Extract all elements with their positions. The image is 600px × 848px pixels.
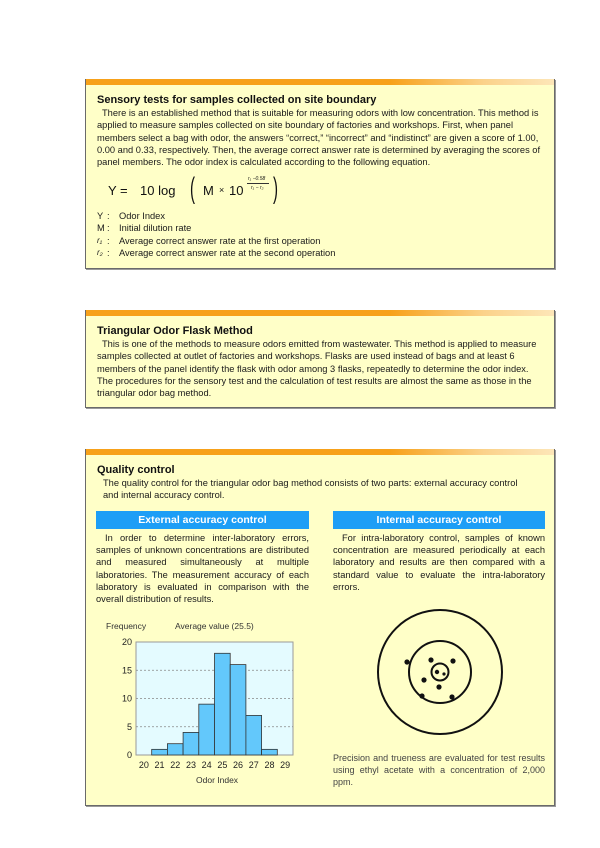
eq-fraction-line [247,183,269,184]
histogram-bar [230,665,246,755]
x-tick-label: 28 [264,760,275,770]
definition-row: r₂ : Average correct answer rate at the second operation [97,247,336,258]
def-meaning: Average correct answer rate at the first operation [119,235,321,246]
histogram-bar [199,704,215,755]
chart-title: Average value (25.5) [175,621,254,631]
y-tick-label: 20 [121,637,132,647]
eq-paren-open: ( [190,172,195,205]
target-caption: Precision and trueness are evaluated for test results using ethyl acetate with a concentration of 2,000 ppm. [333,753,545,787]
section-title: Triangular Odor Flask Method [97,325,253,337]
def-meaning: Average correct answer rate at the second operation [119,247,336,258]
precision-target-diagram [370,605,510,745]
y-tick-label: 0 [126,750,132,760]
section-title: Quality control [97,464,175,476]
odor-index-equation [108,174,308,208]
eq-times: × [219,185,225,195]
def-symbol: Y [97,211,104,221]
histogram-bar [215,653,231,755]
def-symbol: r₁ [97,235,103,245]
odor-index-histogram [100,630,310,775]
external-accuracy-heading: External accuracy control [96,511,309,529]
panel-accent-bar [86,449,554,455]
external-accuracy-text: In order to determine inter-laboratory errors, samples of unknown concentrations are distributed and measured simultaneously at multiple laboratories. The measurement accuracy of each laboratory is evaluated in comparison with the overall distribution of results. [96,533,309,605]
eq-base: 10 [229,183,244,198]
eq-m: M [203,183,214,198]
eq-paren-close: ) [273,172,278,205]
middle-ring [409,641,471,703]
internal-accuracy-text: For intra-laboratory control, samples of known concentration are measured periodically at each laboratory and results are then compared with a standard value to evaluate the intra-laboratory errors. [333,533,545,592]
x-tick-label: 26 [233,760,244,770]
x-tick-label: 20 [138,760,149,770]
def-meaning: Initial dilution rate [119,223,192,234]
y-tick-label: 10 [121,693,132,704]
x-tick-label: 22 [170,760,181,770]
panel-accent-bar [86,310,554,316]
x-tick-label: 23 [185,760,196,770]
sensory-test-panel [85,79,555,269]
eq-coef: 10 log [140,183,176,198]
symbol-definitions [97,210,335,259]
histogram-bar [152,749,168,755]
chart-ylabel: Frequency [106,621,147,631]
result-points [404,657,455,699]
def-symbol: r₂ [97,247,103,257]
x-tick-label: 27 [248,760,259,770]
definition-row: M : Initial dilution rate [97,223,192,234]
y-axis-ticks [122,637,132,760]
section-title: Sensory tests for samples collected on site boundary [97,94,377,106]
x-tick-label: 25 [217,760,228,770]
x-axis-ticks [139,760,290,770]
definition-row: r₁ : Average correct answer rate at the first operation [97,235,321,246]
y-tick-label: 15 [121,665,132,676]
x-tick-label: 29 [280,760,291,770]
section-body: The quality control for the triangular odor bag method consists of two parts: external accuracy control and internal accuracy control. [103,478,518,501]
histogram-bar [246,715,262,755]
section-body: There is an established method that is suitable for measuring odors with low concentration. This method is applied to measure samples collected on site boundary of factories and workshops. First, when panel members select a bag with odor, the answers “correct,” “incorrect” and “indistinct” are given a score of 1.00, 0.00 and 0.33, respectively. Then, the average correct answer rate is determined by averaging the scores of panel members. The odor index is calculated according to the following equation. [97,108,541,168]
inner-ring [432,664,449,681]
x-tick-label: 24 [201,760,212,770]
definition-row: Y : Odor Index [97,211,165,221]
histogram-bar [167,744,183,755]
x-tick-label: 21 [154,760,165,770]
eq-lhs: Y = [108,183,128,198]
def-symbol: M [97,223,105,234]
internal-accuracy-heading: Internal accuracy control [333,511,545,529]
def-meaning: Odor Index [119,211,165,221]
chart-xlabel: Odor Index [196,775,239,785]
eq-exp-num: r₁ −0.58 [248,176,266,182]
section-body: This is one of the methods to measure odors emitted from wastewater. This method is applied to measure samples collected at outlet of factories and workshops. Flasks are used instead of bags and at least 6 members of the panel identify the flask with odor among 3 flasks, repeatedly to determine the odor index. The procedures for the sensory test and the calculation of test results are almost the same as those in the triangular odor bag method. [97,339,537,399]
histogram-bar [183,732,199,755]
panel-accent-bar [86,79,554,85]
eq-exp-den: r₁ − r₂ [251,185,264,191]
y-tick-label: 5 [126,721,132,732]
outer-ring [378,610,502,734]
histogram-bar [262,749,278,755]
flask-method-panel [85,310,555,408]
